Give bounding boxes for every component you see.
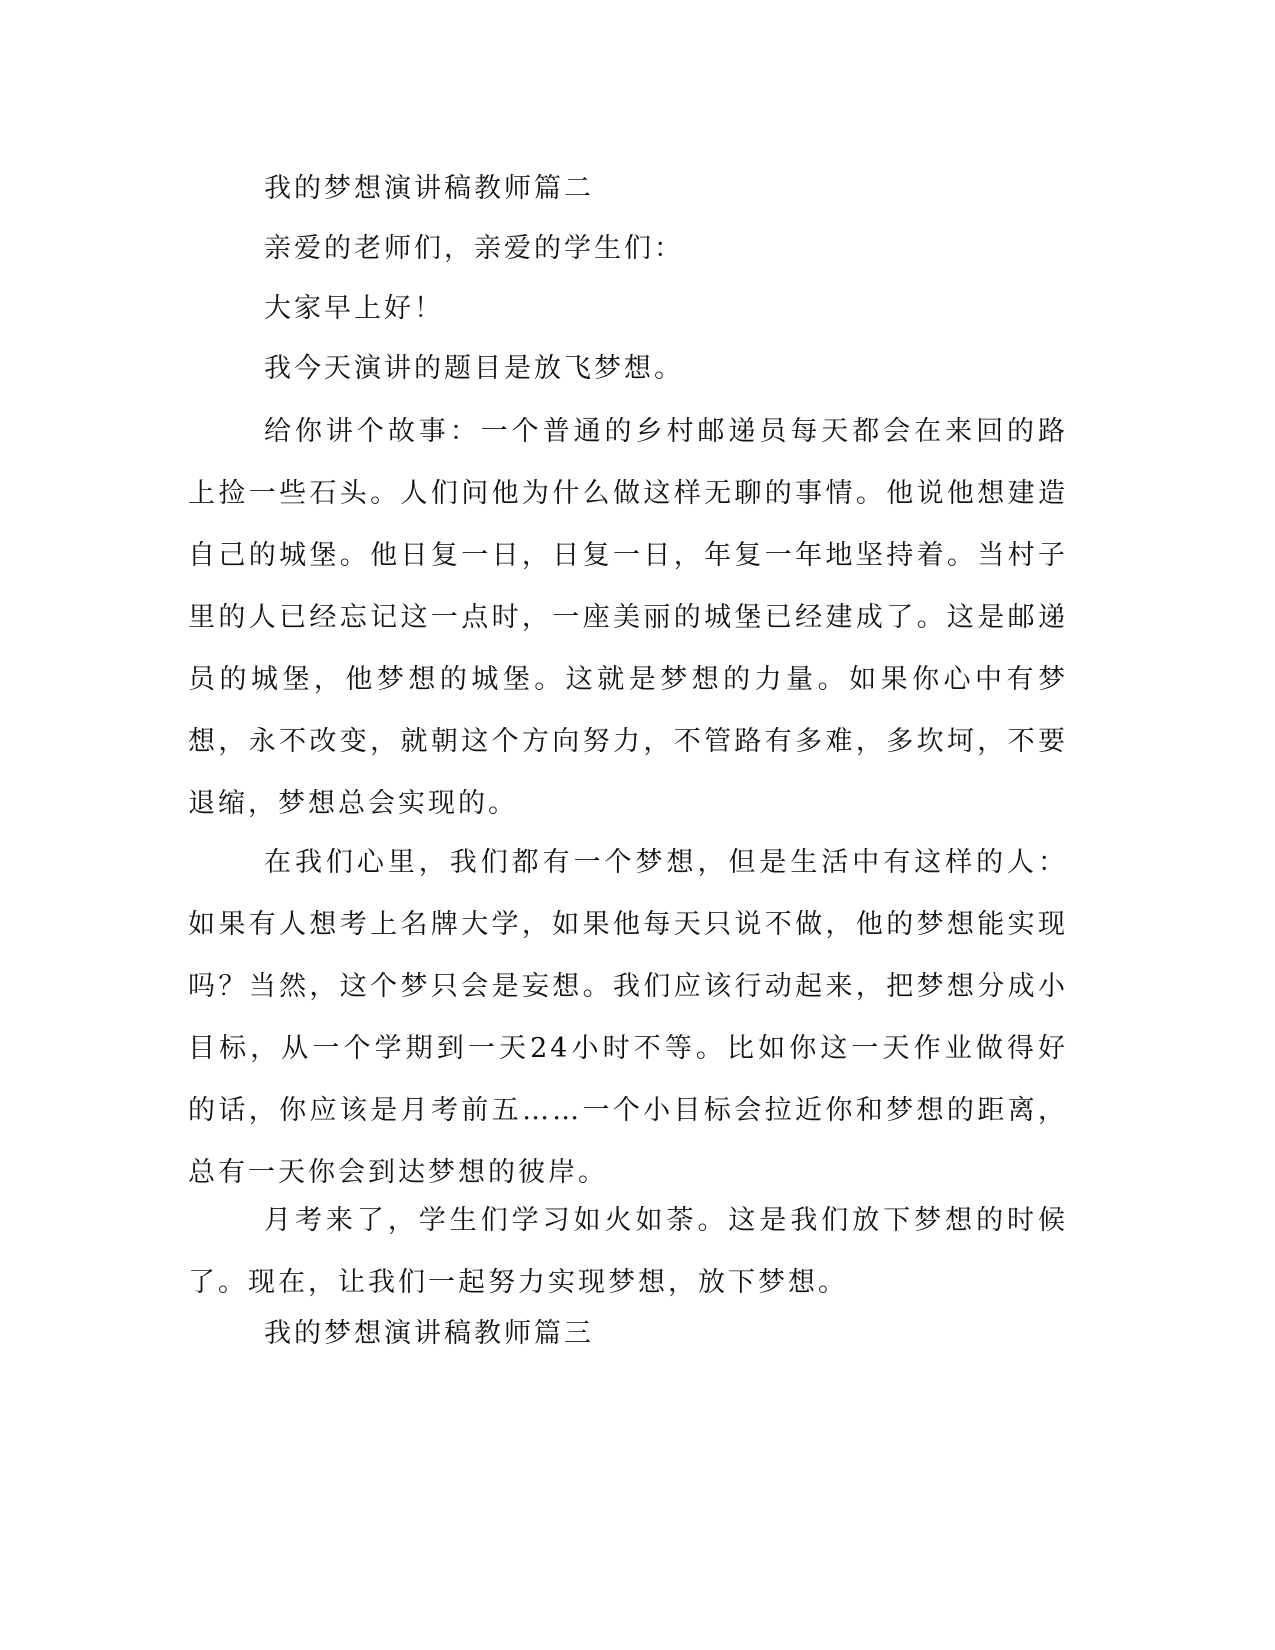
dream-action-paragraph: 在我们心里，我们都有一个梦想，但是生活中有这样的人：如果有人想考上名牌大学，如果他每天只说不做，他的梦想能实现吗？当然，这个梦只会是妄想。我们应该行动起来，把梦想分成小目标，从一个学期到一天24小时不等。比如你这一天作业做得好的话，你应该是月考前五……一个小目标会拉近你和梦想的距离，总有一天你会到达梦想的彼岸。 [188,847,1068,1188]
story-paragraph: 给你讲个故事：一个普通的乡村邮递员每天都会在来回的路上捡一些石头。人们问他为什么做这样无聊的事情。他说他想建造自己的城堡。他日复一日，日复一日，年复一年地坚持着。当村子里的人已经忘记这一点时，一座美丽的城堡已经建成了。这是邮递员的城堡，他梦想的城堡。这就是梦想的力量。如果你心中有梦想，永不改变，就朝这个方向努力，不管路有多难，多坎坷，不要退缩，梦想总会实现的。 [188,416,1068,819]
greeting: 大家早上好！ [264,293,444,324]
speech-topic: 我今天演讲的题目是放飞梦想。 [264,353,684,384]
section-title-part-two: 我的梦想演讲稿教师篇二 [264,173,594,204]
closing-paragraph: 月考来了，学生们学习如火如荼。这是我们放下梦想的时候了。现在，让我们一起努力实现梦想，放下梦想。 [188,1205,1068,1298]
salutation: 亲爱的老师们，亲爱的学生们： [264,233,684,264]
section-title-part-three: 我的梦想演讲稿教师篇三 [264,1318,594,1349]
